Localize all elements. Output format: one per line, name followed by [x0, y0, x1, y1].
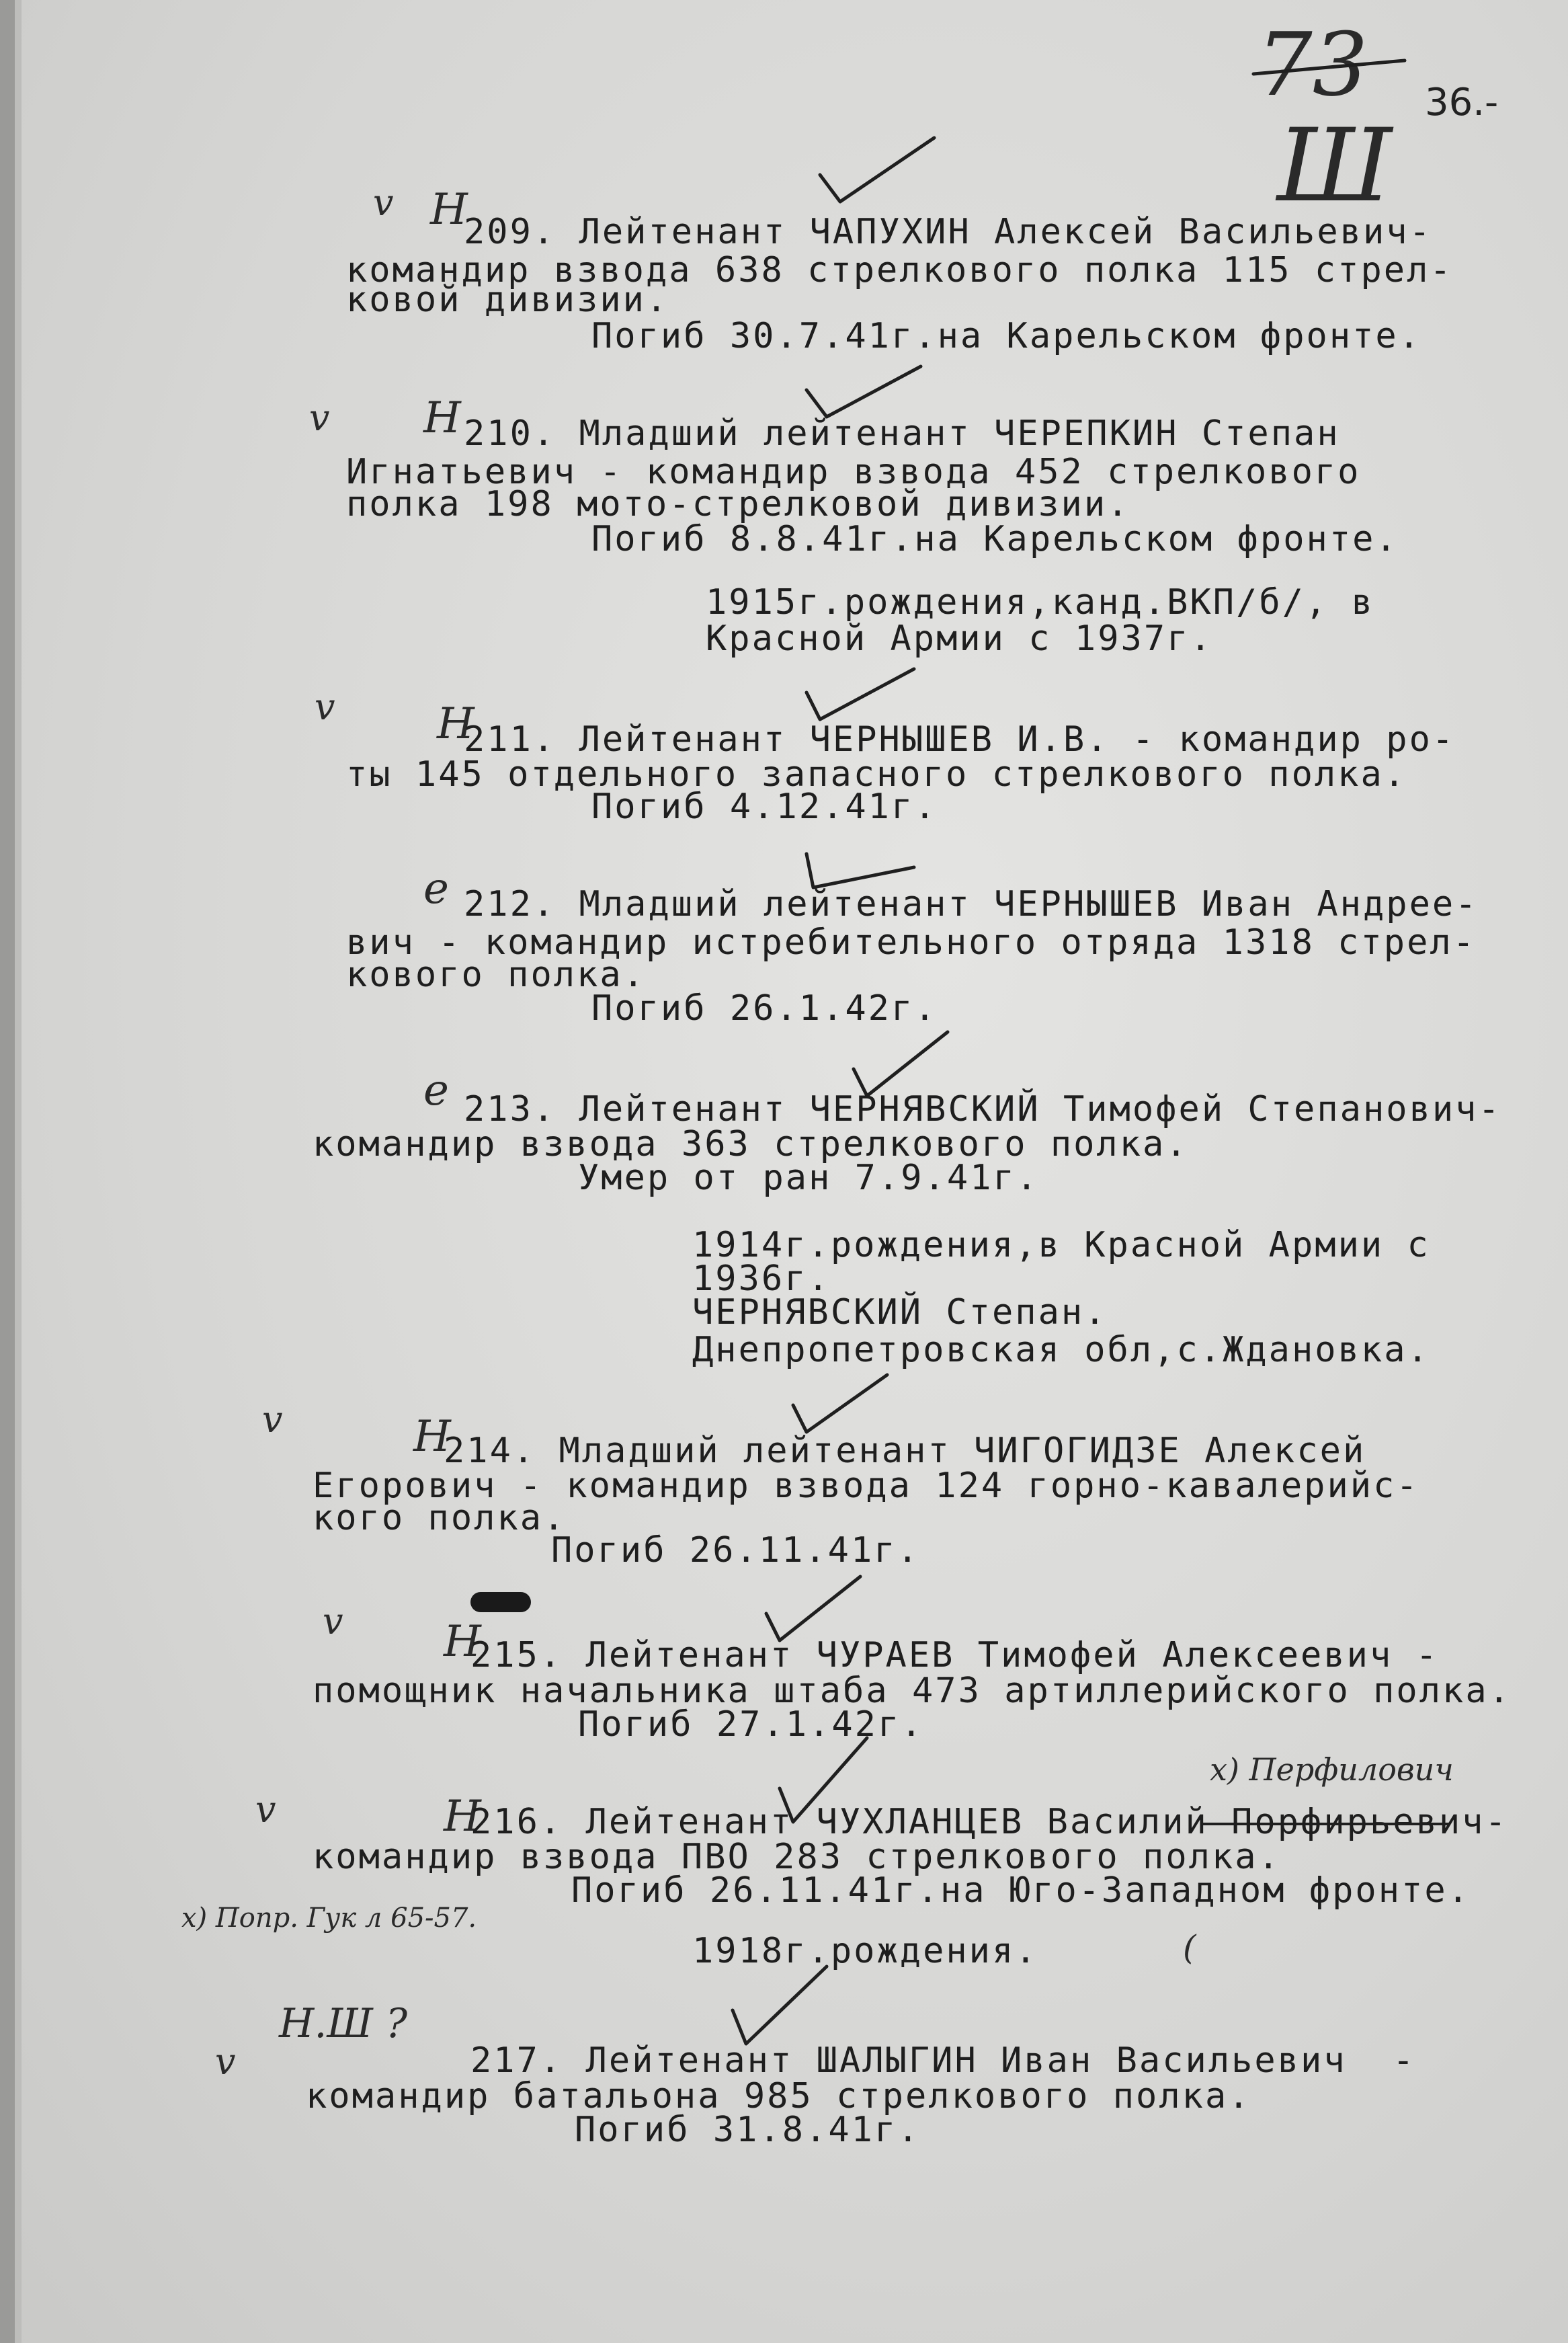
entry-213-line-2: командир взвода 363 стрелкового полка. [313, 1124, 1189, 1164]
entry-210-note-1: 1915г.рождения,канд.ВКП/б/, в [706, 582, 1374, 623]
entry-209-checkmark [813, 134, 948, 208]
entry-214-checkmark [786, 1372, 894, 1439]
entry-215-fate: Погиб 27.1.42г. [578, 1704, 924, 1745]
entry-210-line-3: полка 198 мото-стрелковой дивизии. [346, 484, 1130, 524]
entry-211-checkmark [800, 666, 921, 726]
entry-215-left-mark: v [323, 1600, 343, 1642]
entry-215-code: Н [444, 1617, 481, 1667]
entry-216-line-2: командир взвода ПВО 283 стрелкового полка. [313, 1837, 1281, 1877]
entry-216-tick: ( [1183, 1928, 1196, 1967]
entry-215-line-1: 215. Лейтенант ЧУРАЕВ Тимофей Алексеевич - [470, 1635, 1439, 1675]
entry-210-left-mark: v [309, 397, 330, 439]
entry-209-fate: Погиб 30.7.41г.на Карельском фронте. [591, 316, 1422, 356]
entry-214-line-3: кого полка. [313, 1498, 567, 1538]
entry-209-line-3: ковой дивизии. [346, 280, 669, 320]
entry-211-left-mark: v [315, 686, 335, 728]
entry-216-note-1: 1918г.рождения. [692, 1931, 1038, 1971]
entry-211-fate: Погиб 4.12.41г. [591, 787, 938, 827]
entry-212-code: е [423, 864, 449, 914]
archive-letters: Ш [1277, 108, 1393, 225]
entry-212-line-2: вич - командир истребительного отряда 1318 стрел- [346, 922, 1477, 963]
entry-216-left-mark: v [255, 1788, 276, 1831]
ink-blot [470, 1592, 531, 1612]
entry-214-left-mark: v [262, 1398, 283, 1441]
archive-number-strike [1250, 47, 1411, 87]
entry-210-line-1: 210. Младший лейтенант ЧЕРЕПКИН Степан [464, 413, 1340, 454]
entry-213-note-2: 1936г. [692, 1259, 831, 1299]
entry-214-line-1: 214. Младший лейтенант ЧИГОГИДЗЕ Алексей [444, 1431, 1366, 1471]
entry-213-note-3: ЧЕРНЯВСКИЙ Степан. [692, 1292, 1108, 1333]
entry-209-left-mark: v [373, 182, 394, 224]
entry-209-code: Н [430, 185, 468, 235]
page-number: 36.- [1425, 81, 1499, 124]
entry-216-correction: х) Перфилович [1210, 1751, 1454, 1788]
entry-217-checkmark [726, 1963, 833, 2051]
entry-211-line-2: ты 145 отдельного запасного стрелкового полка. [346, 754, 1407, 795]
entry-213-note-1: 1914г.рождения,в Красной Армии с [692, 1225, 1430, 1265]
entry-216-fate: Погиб 26.11.41г.на Юго-Западном фронте. [571, 1870, 1471, 1911]
entry-215-line-2: помощник начальника штаба 473 артиллерийского полка. [313, 1671, 1512, 1711]
entry-214-fate: Погиб 26.11.41г. [551, 1530, 920, 1571]
entry-217-left-mark: v [215, 2040, 236, 2083]
entry-209-line-2: командир взвода 638 стрелкового полка 115 стрел- [346, 250, 1453, 290]
entry-217-fate: Погиб 31.8.41г. [575, 2110, 921, 2150]
entry-214-code: Н [413, 1412, 451, 1462]
entry-213-code: е [423, 1066, 449, 1115]
entry-211-code: Н [437, 699, 474, 749]
entry-213-fate: Умер от ран 7.9.41г. [578, 1158, 1040, 1198]
entry-217-code: Н.Ш ? [279, 2000, 408, 2047]
entry-209-line-1: 209. Лейтенант ЧАПУХИН Алексей Васильевич- [464, 212, 1432, 252]
entry-212-line-1: 212. Младший лейтенант ЧЕРНЫШЕВ Иван Андрее- [464, 884, 1479, 924]
entry-216-code: Н [444, 1792, 481, 1841]
entry-212-line-3: кового полка. [346, 955, 646, 995]
entry-213-line-1: 213. Лейтенант ЧЕРНЯВСКИЙ Тимофей Степанович- [464, 1089, 1501, 1129]
entry-217-line-2: командир батальона 985 стрелкового полка. [306, 2076, 1251, 2116]
page-edge-shadow [15, 0, 22, 2343]
entry-217-line-1: 217. Лейтенант ШАЛЫГИН Иван Васильевич - [470, 2040, 1416, 2081]
entry-213-note-4: Днепропетровская обл,с.Ждановка. [692, 1330, 1430, 1370]
archive-number: 73 [1257, 13, 1368, 116]
entry-210-fate: Погиб 8.8.41г.на Карельском фронте. [591, 519, 1399, 559]
entry-210-code: Н [423, 393, 461, 443]
entry-214-line-2: Егорович - командир взвода 124 горно-кавалерийс- [313, 1466, 1419, 1506]
entry-212-fate: Погиб 26.1.42г. [591, 988, 938, 1029]
entry-211-line-1: 211. Лейтенант ЧЕРНЫШЕВ И.В. - командир ро- [464, 719, 1456, 760]
entry-210-line-2: Игнатьевич - командир взвода 452 стрелкового [346, 452, 1361, 492]
page-edge [0, 0, 15, 2343]
entry-216-strikethrough [1203, 1821, 1452, 1827]
entry-216-margin-note: х) Попр. Гук л 65-57. [181, 1903, 477, 1934]
entry-216-line-1: 216. Лейтенант ЧУХЛАНЦЕВ Василий Порфирьевич- [470, 1802, 1508, 1842]
entry-210-note-2: Красной Армии с 1937г. [706, 619, 1213, 659]
